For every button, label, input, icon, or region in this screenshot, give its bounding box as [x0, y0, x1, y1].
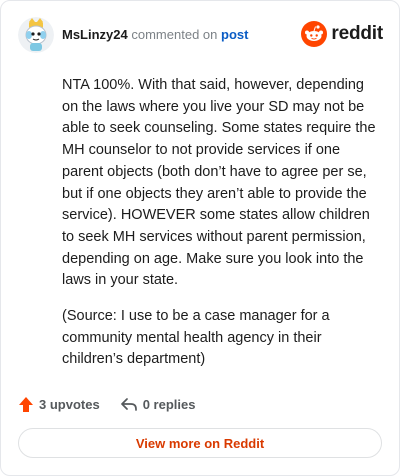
upvotes-stat[interactable] [18, 396, 100, 413]
action-text: commented on [131, 27, 218, 42]
replies-count: 0 replies [142, 396, 196, 412]
username-link[interactable]: MsLinzy24 [62, 27, 128, 42]
comment-paragraph-2: (Source: I use to be a case manager for a community mental health agency in their children’s department) [62, 308, 330, 368]
reddit-logo-icon [301, 21, 327, 47]
avatar[interactable] [18, 17, 54, 53]
brand-name: reddit [331, 23, 383, 44]
upvotes-count: 3 upvotes [39, 396, 100, 412]
reply-icon [120, 396, 138, 412]
replies-stat[interactable] [120, 396, 196, 412]
comment-meta [62, 27, 248, 42]
comment-body [62, 75, 382, 385]
upvote-arrow-icon [18, 396, 34, 413]
comment-paragraph-1: NTA 100%. With that said, however, depending on the laws where you live your SD may not be able to seek counseling. Some states require the MH counselor to not provide services if one parent objects (both don’t have to agree per se, but if one objects they aren’t able to provide the service). HOWEVER some states allow children to seek MH services without parent permission, depending on age. Make sure you look into the laws in your state. [62, 77, 376, 289]
comment-header [18, 17, 383, 53]
post-link[interactable]: post [221, 27, 249, 42]
reddit-logo[interactable] [301, 21, 383, 47]
comment-footer [18, 393, 195, 415]
view-more-button[interactable]: View more on Reddit [18, 428, 382, 458]
